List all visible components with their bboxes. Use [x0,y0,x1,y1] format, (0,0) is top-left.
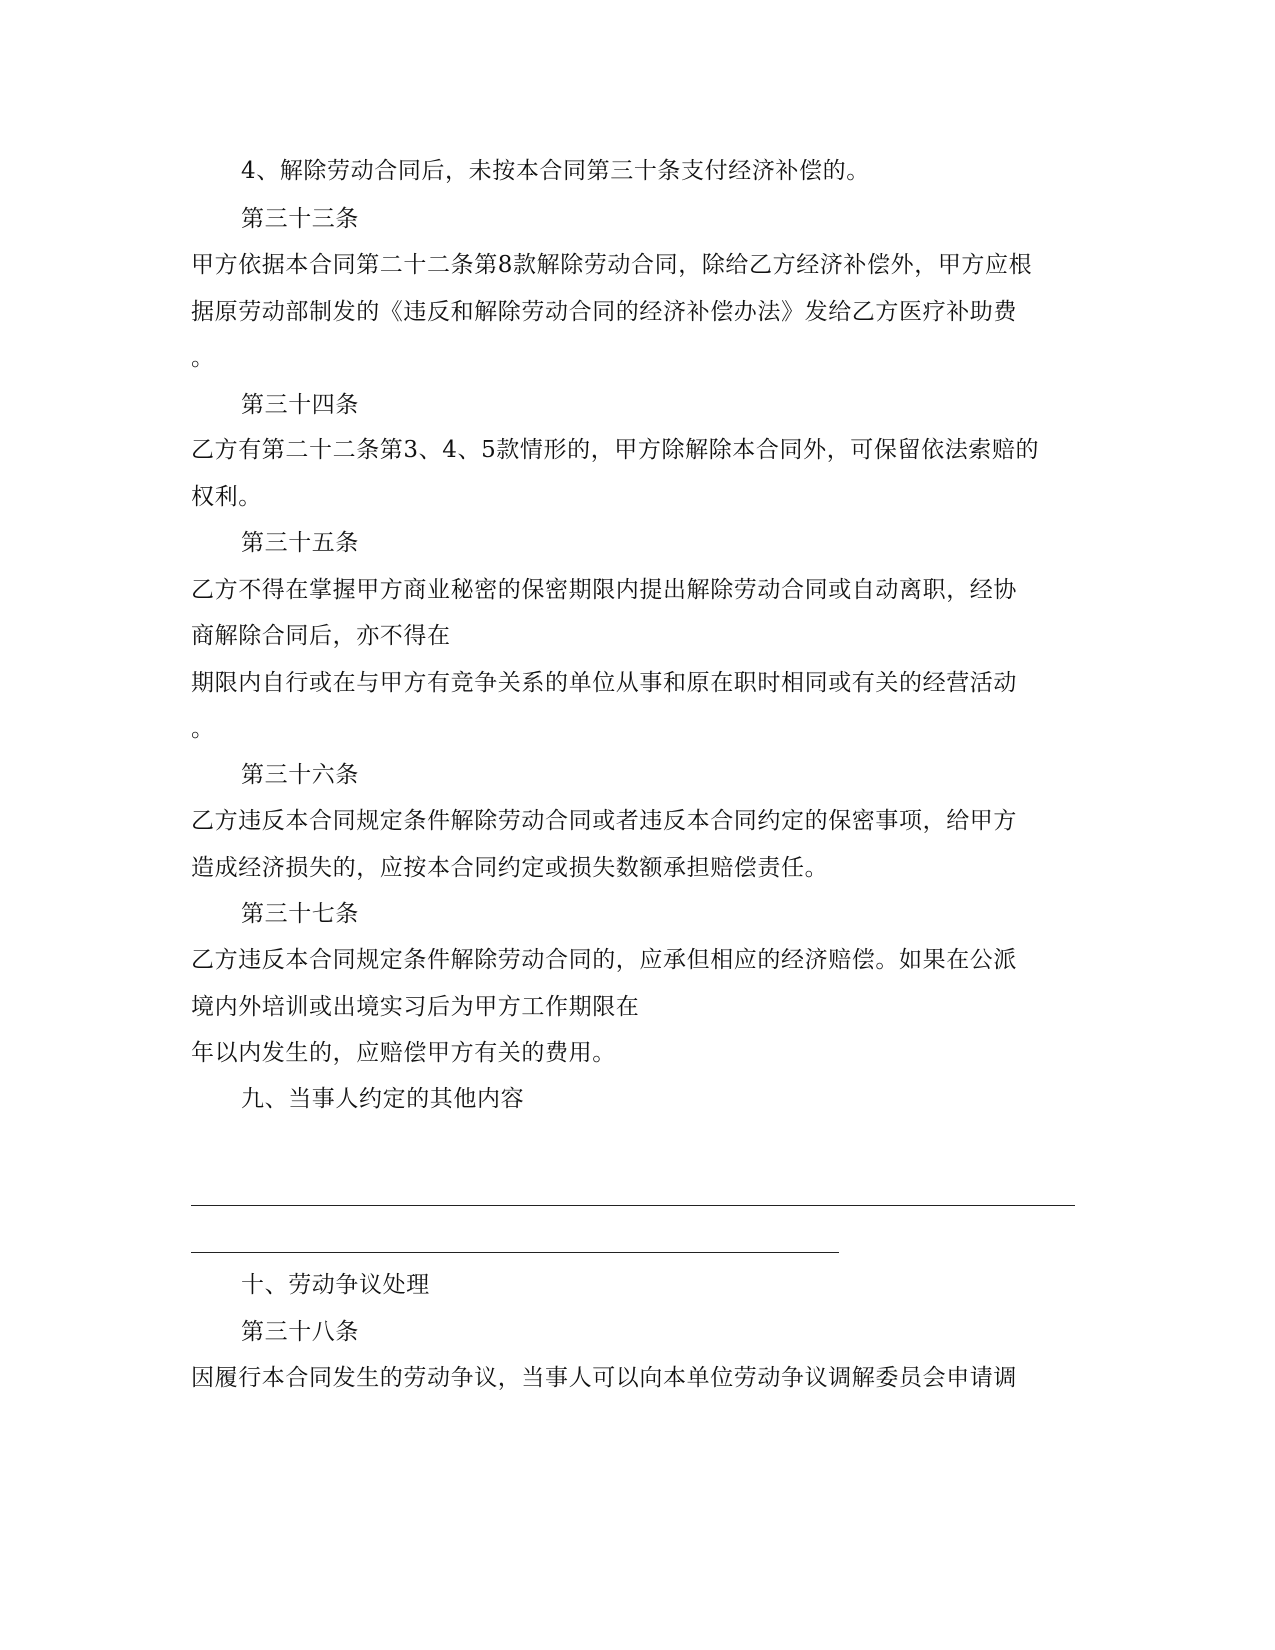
article-heading: 第三十三条 [241,206,359,232]
article-heading: 第三十五条 [241,530,359,556]
paragraph-line: 乙方不得在掌握甲方商业秘密的保密期限内提出解除劳动合同或自动离职，经协 [191,577,1017,603]
paragraph-line: 权利。 [191,484,262,510]
section-heading: 九、当事人约定的其他内容 [241,1086,525,1112]
paragraph-line: 。 [191,345,215,371]
paragraph-line: 据原劳动部制发的《违反和解除劳动合同的经济补偿办法》发给乙方医疗补助费 [191,299,1017,325]
article-heading: 第三十八条 [241,1319,359,1345]
paragraph-line: 乙方违反本合同规定条件解除劳动合同或者违反本合同约定的保密事项，给甲方 [191,808,1017,834]
paragraph-line: 甲方依据本合同第二十二条第8款解除劳动合同，除给乙方经济补偿外，甲方应根 [191,252,1033,278]
paragraph-line: 境内外培训或出境实习后为甲方工作期限在 [191,994,640,1020]
paragraph-line: 因履行本合同发生的劳动争议，当事人可以向本单位劳动争议调解委员会申请调 [191,1365,1017,1391]
article-heading: 第三十四条 [241,392,359,418]
paragraph-line: 造成经济损失的，应按本合同约定或损失数额承担赔偿责任。 [191,855,829,881]
paragraph-line: 期限内自行或在与甲方有竞争关系的单位从事和原在职时相同或有关的经营活动 [191,670,1017,696]
paragraph-line: 商解除合同后，亦不得在 [191,623,451,649]
blank-fill-line [191,1252,839,1253]
section-heading: 十、劳动争议处理 [241,1272,430,1298]
paragraph-line: 。 [191,716,215,742]
blank-fill-line [191,1205,1075,1206]
article-heading: 第三十六条 [241,762,359,788]
paragraph-line: 乙方违反本合同规定条件解除劳动合同的，应承但相应的经济赔偿。如果在公派 [191,947,1017,973]
paragraph-line: 乙方有第二十二条第3、4、5款情形的，甲方除解除本合同外，可保留依法索赔的 [191,437,1040,463]
paragraph-line: 4、解除劳动合同后，未按本合同第三十条支付经济补偿的。 [241,158,870,184]
paragraph-line: 年以内发生的，应赔偿甲方有关的费用。 [191,1040,616,1066]
article-heading: 第三十七条 [241,901,359,927]
